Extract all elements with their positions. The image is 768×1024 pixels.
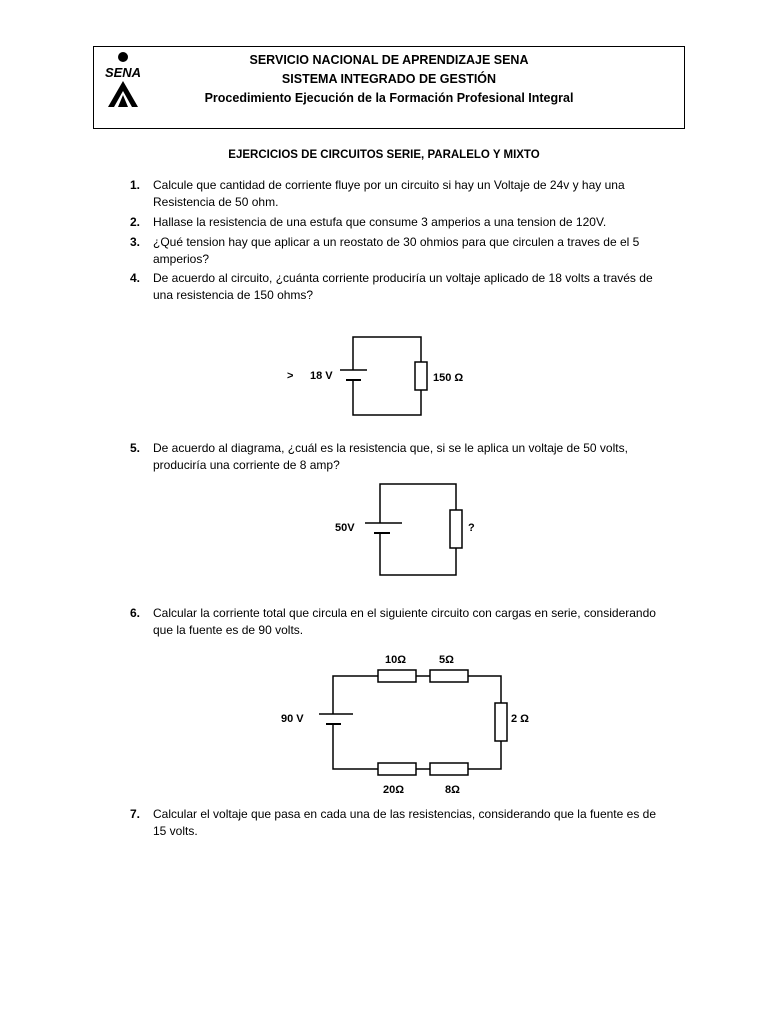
arrow-mark: >	[287, 370, 294, 382]
document-header	[93, 46, 685, 129]
circuit-diagram-1	[285, 322, 485, 427]
resistor-label: ?	[468, 522, 475, 534]
voltage-label: 50V	[335, 522, 355, 534]
question-text: Calcular el voltaje que pasa en cada una de las resistencias, considerando que la fuente es de 15 volts.	[153, 807, 656, 838]
question-text: Calcule que cantidad de corriente fluye por un circuito si hay un Voltaje de 24v y hay una Resistencia de 50 ohm.	[153, 178, 625, 209]
question-number: 6.	[130, 606, 141, 620]
question-number: 3.	[130, 235, 141, 249]
resistor-20	[378, 763, 416, 775]
question-6	[130, 605, 660, 639]
question-text: Calcular la corriente total que circula en el siguiente circuito con cargas en serie, considerando que la fuente es de 90 volts.	[153, 606, 656, 637]
question-number: 1.	[130, 178, 141, 192]
resistor-label-8: 8Ω	[445, 784, 460, 796]
resistor	[415, 362, 427, 390]
resistor-label-10: 10Ω	[385, 654, 407, 666]
resistor-label-5: 5Ω	[439, 654, 454, 666]
resistor-8	[430, 763, 468, 775]
question-4	[130, 270, 660, 304]
question-1	[130, 177, 660, 211]
resistor-label-2: 2 Ω	[511, 713, 529, 725]
circuit-diagram-3	[275, 648, 545, 798]
question-number: 7.	[130, 807, 141, 821]
circuit-diagram-2	[330, 478, 490, 583]
resistor-2	[495, 703, 507, 741]
header-line-1: SERVICIO NACIONAL DE APRENDIZAJE SENA	[249, 53, 529, 67]
resistor-5	[430, 670, 468, 682]
question-number: 2.	[130, 215, 141, 229]
logo-text: SENA	[104, 65, 142, 80]
exercise-title: EJERCICIOS DE CIRCUITOS SERIE, PARALELO Y MIXTO	[228, 149, 540, 161]
question-text: Hallase la resistencia de una estufa que consume 3 amperios a una tension de 120V.	[153, 215, 607, 229]
header-line-2: SISTEMA INTEGRADO DE GESTIÓN	[281, 72, 497, 86]
question-2	[130, 214, 660, 231]
question-text: De acuerdo al diagrama, ¿cuál es la resistencia que, si se le aplica un voltaje de 50 volts, produciría una corriente de 8 amp?	[153, 441, 628, 472]
resistor-10	[378, 670, 416, 682]
voltage-label: 18 V	[310, 370, 333, 382]
resistor-label: 150 Ω	[433, 372, 464, 384]
resistor-label-20: 20Ω	[383, 784, 405, 796]
question-7	[130, 806, 660, 840]
question-number: 4.	[130, 271, 141, 285]
question-text: ¿Qué tension hay que aplicar a un reostato de 30 ohmios para que circulen a traves de el 5 amperios?	[153, 235, 640, 266]
question-text: De acuerdo al circuito, ¿cuánta corriente produciría un voltaje aplicado de 18 volts a través de una resistencia de 150 ohms?	[153, 271, 653, 302]
header-line-3: Procedimiento Ejecución de la Formación Profesional Integral	[204, 91, 574, 105]
question-5	[130, 440, 660, 474]
question-3	[130, 234, 660, 268]
question-number: 5.	[130, 441, 141, 455]
resistor	[450, 510, 462, 548]
voltage-label: 90 V	[281, 713, 304, 725]
